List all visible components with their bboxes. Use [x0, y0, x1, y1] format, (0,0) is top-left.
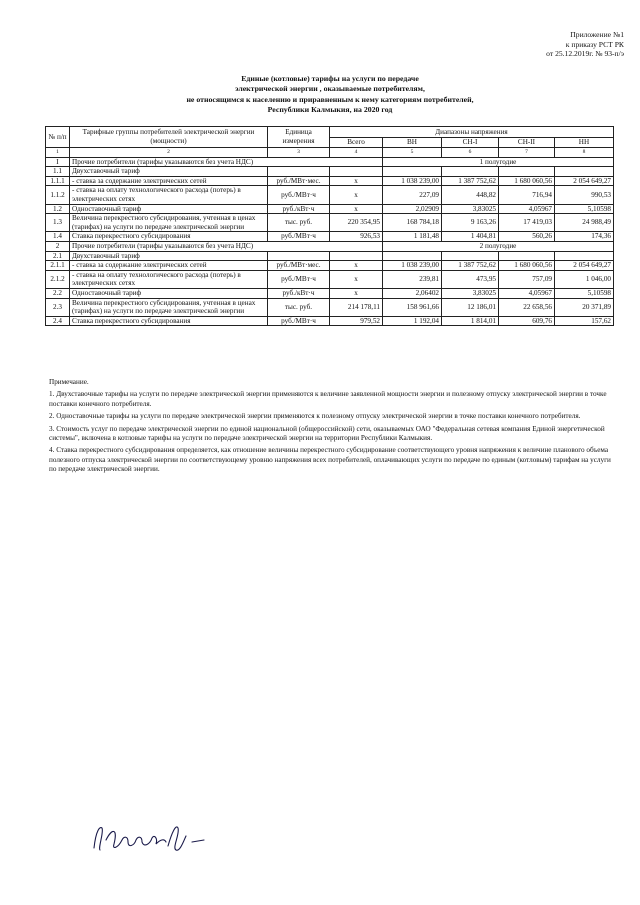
row-total: х [330, 204, 383, 214]
title-line-2: электрической энергии , оказываемые потребителям, [235, 84, 425, 94]
row-name: - ставка за содержание электрических сетей [70, 261, 268, 271]
row-sn1: 3,83025 [442, 204, 499, 214]
appendix-line-3: от 25.12.2019г. № 93-п/э [546, 49, 624, 59]
table-row [46, 316, 614, 326]
empty-cell [330, 167, 383, 177]
row-sn2: 4,05967 [499, 204, 555, 214]
header-num: № п/п [46, 127, 70, 148]
row-nn: 174,36 [555, 232, 614, 242]
row-unit: руб./МВт·мес. [268, 261, 330, 271]
row-nn: 24 988,49 [555, 214, 614, 232]
empty-cell [499, 167, 555, 177]
column-index-row [46, 148, 614, 158]
row-name: Одноставочный тариф [70, 204, 268, 214]
row-nn: 2 054 649,27 [555, 261, 614, 271]
notes-heading: Примечание. [49, 378, 89, 386]
row-vn: 1 181,48 [383, 232, 442, 242]
row-num: 1.1.1 [46, 176, 70, 186]
row-sn1: 1 387 752,62 [442, 261, 499, 271]
section-name: Прочие потребители (тарифы указываются без учета НДС) [70, 241, 383, 251]
row-unit: руб./МВт·ч [268, 232, 330, 242]
row-name: Величина перекрестного субсидирования, учтенная в ценах (тарифах) на услуги по передаче электрической энергии [70, 298, 268, 316]
row-sn1: 9 163,26 [442, 214, 499, 232]
empty-cell [555, 251, 614, 261]
empty-cell [442, 251, 499, 261]
header-group: Тарифные группы потребителей электрической энергии (мощности) [70, 127, 268, 148]
table-row [46, 204, 614, 214]
row-vn: 158 961,66 [383, 298, 442, 316]
header-sn1: СН-I [442, 138, 499, 148]
column-index: 8 [555, 148, 614, 158]
tariff-table-body [46, 157, 614, 326]
row-total: х [330, 270, 383, 288]
row-vn: 1 038 239,00 [383, 176, 442, 186]
title-line-1: Единые (котловые) тарифы на услуги по передаче [241, 74, 419, 83]
row-vn: 2,02909 [383, 204, 442, 214]
section-period: 2 полугодие [383, 241, 614, 251]
row-sn1: 1 814,01 [442, 316, 499, 326]
row-vn: 168 784,18 [383, 214, 442, 232]
row-nn: 1 046,00 [555, 270, 614, 288]
row-unit: руб./МВт·мес. [268, 176, 330, 186]
signature-mark [88, 818, 228, 858]
row-vn: 1 192,04 [383, 316, 442, 326]
row-num: 1.1.2 [46, 186, 70, 204]
row-num: 2.3 [46, 298, 70, 316]
header-unit: Единица измерения [268, 127, 330, 148]
row-sn1: 448,82 [442, 186, 499, 204]
column-index: 7 [499, 148, 555, 158]
row-vn: 1 038 239,00 [383, 261, 442, 271]
header-voltage-ranges: Диапазоны напряжения [330, 127, 614, 138]
table-row [46, 241, 614, 251]
signature [88, 818, 228, 858]
row-num: 2.1.1 [46, 261, 70, 271]
table-row [46, 214, 614, 232]
row-nn: 20 371,89 [555, 298, 614, 316]
row-vn: 239,81 [383, 270, 442, 288]
title-line-3: не относящимся к населению и приравненным к нему категориям потребителей, [186, 94, 474, 104]
tariff-table [45, 126, 614, 326]
document-title [150, 74, 510, 116]
empty-cell [268, 251, 330, 261]
row-sn2: 757,09 [499, 270, 555, 288]
note-item: 1. Двухставочные тарифы на услуги по передаче электрической энергии применяются к величине заявленной мощности энергии и полезному отпуску электрической энергии в точке поставки конечного потребителя. [49, 390, 607, 408]
header-vn: ВН [383, 138, 442, 148]
table-row [46, 298, 614, 316]
row-total: 926,53 [330, 232, 383, 242]
header-total: Всего [330, 138, 383, 148]
empty-cell [442, 167, 499, 177]
row-total: 979,52 [330, 316, 383, 326]
column-index: 1 [46, 148, 70, 158]
section-name: Прочие потребители (тарифы указываются без учета НДС) [70, 157, 383, 167]
row-name: - ставка на оплату технологического расхода (потерь) в электрических сетях [70, 186, 268, 204]
appendix-header [464, 30, 624, 59]
header-sn2: СН-II [499, 138, 555, 148]
column-index: 5 [383, 148, 442, 158]
table-row [46, 288, 614, 298]
row-vn: 227,09 [383, 186, 442, 204]
note-item: 2. Одноставочные тарифы на услуги по передаче электрической энергии применяются к полезному отпуску электрической энергии в точке поставки конечного потребителя. [49, 412, 581, 421]
note-item: 4. Ставка перекрестного субсидирования определяется, как отношение величины перекрестного субсидирование соответствующего уровня напряжения к величине планового объема полезного отпуска электрической энергии по соответствующему уровню напряжения всех потребителей, оплачивающих услуги по передаче по единым (котловым) тарифам на услуги по передаче электрической энергии. [49, 446, 611, 474]
row-sn1: 1 387 752,62 [442, 176, 499, 186]
row-num: 2.2 [46, 288, 70, 298]
row-num: 2.1 [46, 251, 70, 261]
empty-cell [383, 167, 442, 177]
row-total: х [330, 176, 383, 186]
empty-cell [555, 167, 614, 177]
row-num: 1.4 [46, 232, 70, 242]
empty-cell [499, 251, 555, 261]
column-index: 3 [268, 148, 330, 158]
row-sn2: 4,05967 [499, 288, 555, 298]
row-total: х [330, 186, 383, 204]
table-row [46, 157, 614, 167]
row-nn: 5,10598 [555, 288, 614, 298]
empty-cell [268, 167, 330, 177]
row-nn: 990,53 [555, 186, 614, 204]
row-name: Двухставочный тариф [70, 167, 268, 177]
row-total: 220 354,95 [330, 214, 383, 232]
row-unit: тыс. руб. [268, 298, 330, 316]
row-num: 1.3 [46, 214, 70, 232]
empty-cell [383, 251, 442, 261]
column-index: 2 [70, 148, 268, 158]
row-sn2: 609,76 [499, 316, 555, 326]
row-name: Двухставочный тариф [70, 251, 268, 261]
row-total: х [330, 288, 383, 298]
row-vn: 2,06402 [383, 288, 442, 298]
row-sn2: 17 419,03 [499, 214, 555, 232]
row-unit: тыс. руб. [268, 214, 330, 232]
row-name: Одноставочный тариф [70, 288, 268, 298]
title-line-4: Республики Калмыкия, на 2020 год [267, 105, 393, 115]
section-period: 1 полугодие [383, 157, 614, 167]
row-num: 1.1 [46, 167, 70, 177]
empty-cell [330, 251, 383, 261]
table-row [46, 261, 614, 271]
row-unit: руб./МВт·ч [268, 316, 330, 326]
table-row [46, 232, 614, 242]
row-sn2: 1 680 060,56 [499, 261, 555, 271]
row-unit: руб./МВт·ч [268, 186, 330, 204]
row-num: 2 [46, 241, 70, 251]
table-row [46, 176, 614, 186]
header-nn: НН [555, 138, 614, 148]
table-row [46, 251, 614, 261]
row-sn2: 560,26 [499, 232, 555, 242]
row-num: 1.2 [46, 204, 70, 214]
row-nn: 2 054 649,27 [555, 176, 614, 186]
row-num: I [46, 157, 70, 167]
row-total: х [330, 261, 383, 271]
row-unit: руб./кВт·ч [268, 288, 330, 298]
column-index: 4 [330, 148, 383, 158]
row-name: - ставка за содержание электрических сетей [70, 176, 268, 186]
row-num: 2.4 [46, 316, 70, 326]
row-name: Ставка перекрестного субсидирования [70, 316, 268, 326]
row-sn1: 3,83025 [442, 288, 499, 298]
row-total: 214 178,11 [330, 298, 383, 316]
appendix-line-2: к приказу РСТ РК [565, 39, 624, 49]
row-unit: руб./МВт·ч [268, 270, 330, 288]
row-sn1: 12 186,01 [442, 298, 499, 316]
row-nn: 5,10598 [555, 204, 614, 214]
row-sn2: 716,94 [499, 186, 555, 204]
column-index: 6 [442, 148, 499, 158]
row-sn1: 473,95 [442, 270, 499, 288]
row-num: 2.1.2 [46, 270, 70, 288]
table-row [46, 270, 614, 288]
row-sn2: 1 680 060,56 [499, 176, 555, 186]
row-name: - ставка на оплату технологического расхода (потерь) в электрических сетях [70, 270, 268, 288]
row-name: Ставка перекрестного субсидирования [70, 232, 268, 242]
row-sn2: 22 658,56 [499, 298, 555, 316]
table-row [46, 167, 614, 177]
notes-section [49, 378, 619, 478]
row-unit: руб./кВт·ч [268, 204, 330, 214]
row-name: Величина перекрестного субсидирования, учтенная в ценах (тарифах) на услуги по передаче электрической энергии [70, 214, 268, 232]
row-nn: 157,62 [555, 316, 614, 326]
notes-list [49, 390, 619, 474]
row-sn1: 1 404,81 [442, 232, 499, 242]
appendix-line-1: Приложение №1 [570, 30, 624, 39]
table-row [46, 186, 614, 204]
note-item: 3. Стоимость услуг по передаче электрической энергии по единой национальной (общероссийской) сети, оказываемых ОАО "Федеральная сетевая компания Единой энергетической системы", включена в котловые тарифы на услуги по передаче электрической энергии на территории Республики Калмыкия. [49, 424, 605, 443]
